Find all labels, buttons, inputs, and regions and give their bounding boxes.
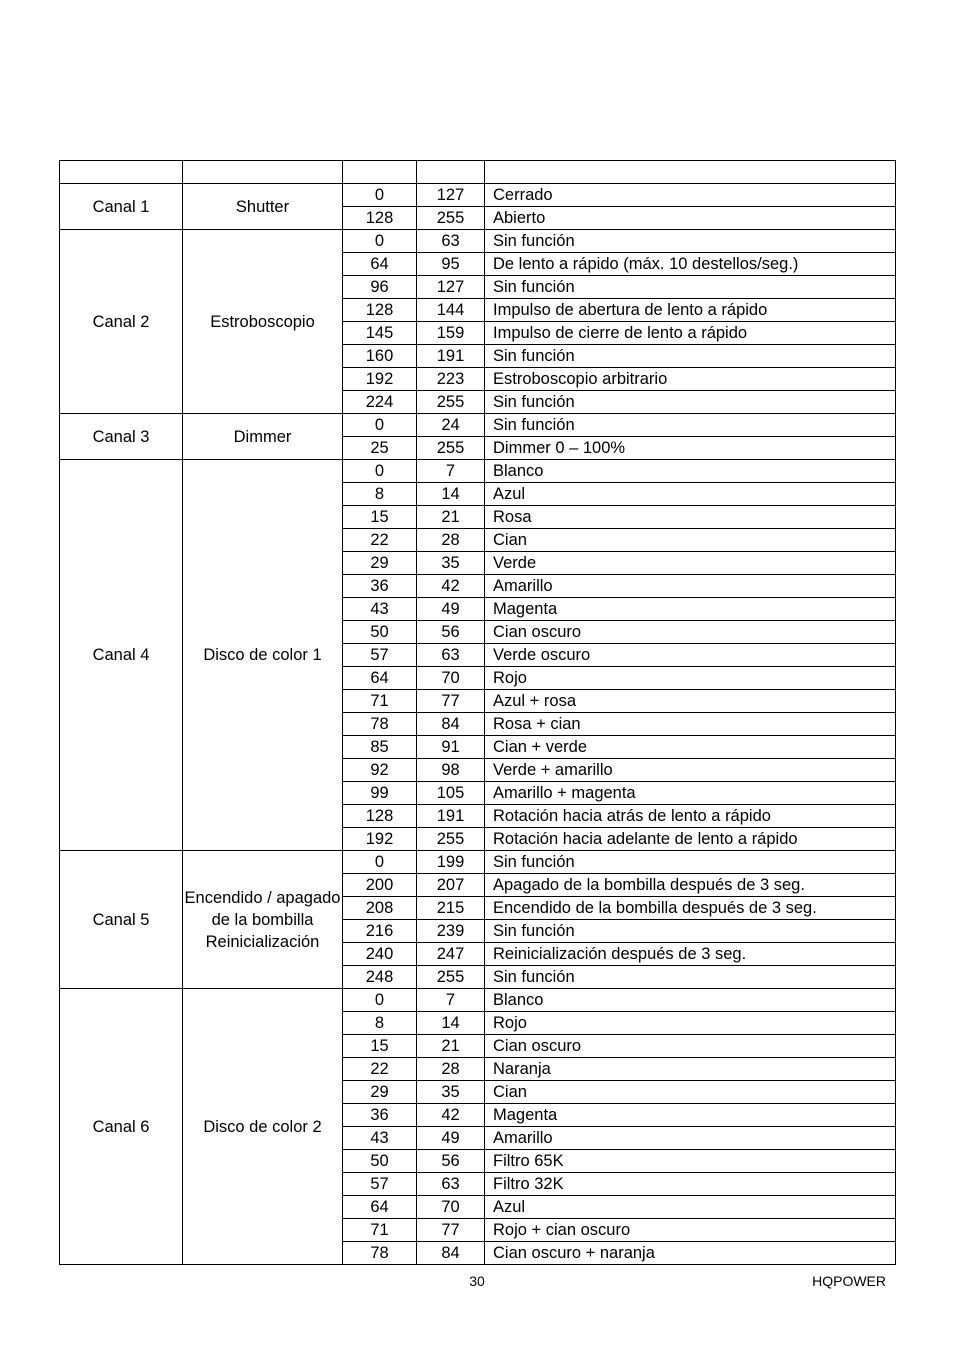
- to-cell: 28: [417, 529, 485, 552]
- from-cell: 160: [343, 345, 417, 368]
- to-cell: 215: [417, 897, 485, 920]
- from-cell: 240: [343, 943, 417, 966]
- from-cell: 78: [343, 1242, 417, 1265]
- description-cell: Encendido de la bombilla después de 3 seg.: [485, 897, 896, 920]
- description-cell: Reinicialización después de 3 seg.: [485, 943, 896, 966]
- from-cell: 128: [343, 299, 417, 322]
- from-cell: 145: [343, 322, 417, 345]
- description-cell: Blanco: [485, 460, 896, 483]
- from-cell: 64: [343, 253, 417, 276]
- to-cell: 91: [417, 736, 485, 759]
- to-cell: 24: [417, 414, 485, 437]
- description-cell: Impulso de cierre de lento a rápido: [485, 322, 896, 345]
- from-cell: 57: [343, 644, 417, 667]
- to-cell: 63: [417, 230, 485, 253]
- to-cell: 191: [417, 805, 485, 828]
- to-cell: 35: [417, 1081, 485, 1104]
- description-cell: Verde oscuro: [485, 644, 896, 667]
- from-cell: 36: [343, 575, 417, 598]
- from-cell: 71: [343, 1219, 417, 1242]
- function-cell: Dimmer: [183, 414, 343, 460]
- to-cell: 105: [417, 782, 485, 805]
- to-cell: 14: [417, 483, 485, 506]
- from-cell: 43: [343, 1127, 417, 1150]
- channel-cell: Canal 5: [60, 851, 183, 989]
- from-cell: 8: [343, 1012, 417, 1035]
- table-header-row: [60, 161, 896, 184]
- from-cell: 22: [343, 1058, 417, 1081]
- from-cell: 43: [343, 598, 417, 621]
- description-cell: Amarillo + magenta: [485, 782, 896, 805]
- to-cell: 70: [417, 1196, 485, 1219]
- function-cell: Encendido / apagado de la bombilla Reinicialización: [183, 851, 343, 989]
- description-cell: Filtro 65K: [485, 1150, 896, 1173]
- from-cell: 15: [343, 506, 417, 529]
- description-cell: Sin función: [485, 230, 896, 253]
- to-cell: 199: [417, 851, 485, 874]
- channel-cell: Canal 6: [60, 989, 183, 1265]
- from-cell: 15: [343, 1035, 417, 1058]
- from-cell: 25: [343, 437, 417, 460]
- description-cell: Sin función: [485, 345, 896, 368]
- to-cell: 42: [417, 575, 485, 598]
- to-cell: 127: [417, 184, 485, 207]
- description-cell: Sin función: [485, 414, 896, 437]
- description-cell: Rosa: [485, 506, 896, 529]
- from-cell: 192: [343, 368, 417, 391]
- to-cell: 95: [417, 253, 485, 276]
- description-cell: Rotación hacia atrás de lento a rápido: [485, 805, 896, 828]
- to-cell: 35: [417, 552, 485, 575]
- channel-cell: Canal 3: [60, 414, 183, 460]
- from-cell: 64: [343, 1196, 417, 1219]
- to-cell: 56: [417, 1150, 485, 1173]
- to-cell: 21: [417, 506, 485, 529]
- table-row: [60, 460, 896, 483]
- table-body: [60, 161, 896, 1265]
- from-cell: 200: [343, 874, 417, 897]
- from-cell: 248: [343, 966, 417, 989]
- to-cell: 247: [417, 943, 485, 966]
- table-row: [60, 414, 896, 437]
- from-cell: 78: [343, 713, 417, 736]
- to-cell: 7: [417, 460, 485, 483]
- to-cell: 49: [417, 1127, 485, 1150]
- to-cell: 28: [417, 1058, 485, 1081]
- description-cell: Sin función: [485, 851, 896, 874]
- to-cell: 191: [417, 345, 485, 368]
- description-cell: Sin función: [485, 276, 896, 299]
- from-cell: 208: [343, 897, 417, 920]
- from-cell: 192: [343, 828, 417, 851]
- from-cell: 22: [343, 529, 417, 552]
- function-cell: Estroboscopio: [183, 230, 343, 414]
- description-cell: Magenta: [485, 1104, 896, 1127]
- from-cell: 36: [343, 1104, 417, 1127]
- from-cell: 8: [343, 483, 417, 506]
- to-cell: 255: [417, 437, 485, 460]
- to-cell: 42: [417, 1104, 485, 1127]
- description-cell: Verde: [485, 552, 896, 575]
- from-cell: 29: [343, 1081, 417, 1104]
- from-cell: 216: [343, 920, 417, 943]
- from-cell: 0: [343, 989, 417, 1012]
- to-cell: 77: [417, 690, 485, 713]
- to-cell: 56: [417, 621, 485, 644]
- to-cell: 159: [417, 322, 485, 345]
- to-cell: 70: [417, 667, 485, 690]
- description-cell: De lento a rápido (máx. 10 destellos/seg.): [485, 253, 896, 276]
- from-cell: 85: [343, 736, 417, 759]
- description-cell: Amarillo: [485, 575, 896, 598]
- description-cell: Sin función: [485, 920, 896, 943]
- to-cell: 7: [417, 989, 485, 1012]
- to-cell: 127: [417, 276, 485, 299]
- description-cell: Apagado de la bombilla después de 3 seg.: [485, 874, 896, 897]
- from-cell: 0: [343, 414, 417, 437]
- to-cell: 21: [417, 1035, 485, 1058]
- from-cell: 50: [343, 1150, 417, 1173]
- description-cell: Dimmer 0 – 100%: [485, 437, 896, 460]
- from-cell: 224: [343, 391, 417, 414]
- header-cell: [60, 161, 183, 184]
- from-cell: 64: [343, 667, 417, 690]
- to-cell: 63: [417, 644, 485, 667]
- description-cell: Cian: [485, 529, 896, 552]
- from-cell: 57: [343, 1173, 417, 1196]
- header-cell: [343, 161, 417, 184]
- to-cell: 144: [417, 299, 485, 322]
- description-cell: Cian + verde: [485, 736, 896, 759]
- to-cell: 84: [417, 1242, 485, 1265]
- channel-cell: Canal 1: [60, 184, 183, 230]
- from-cell: 96: [343, 276, 417, 299]
- description-cell: Filtro 32K: [485, 1173, 896, 1196]
- table-row: [60, 230, 896, 253]
- description-cell: Azul: [485, 483, 896, 506]
- to-cell: 98: [417, 759, 485, 782]
- to-cell: 239: [417, 920, 485, 943]
- description-cell: Cian oscuro + naranja: [485, 1242, 896, 1265]
- dmx-channel-table: [59, 160, 896, 1265]
- brand-name: HQPOWER: [812, 1273, 886, 1289]
- description-cell: Sin función: [485, 966, 896, 989]
- from-cell: 0: [343, 851, 417, 874]
- description-cell: Estroboscopio arbitrario: [485, 368, 896, 391]
- description-cell: Azul + rosa: [485, 690, 896, 713]
- to-cell: 49: [417, 598, 485, 621]
- description-cell: Rojo + cian oscuro: [485, 1219, 896, 1242]
- description-cell: Naranja: [485, 1058, 896, 1081]
- to-cell: 223: [417, 368, 485, 391]
- from-cell: 128: [343, 805, 417, 828]
- description-cell: Verde + amarillo: [485, 759, 896, 782]
- header-cell: [485, 161, 896, 184]
- to-cell: 207: [417, 874, 485, 897]
- table-row: [60, 851, 896, 874]
- description-cell: Magenta: [485, 598, 896, 621]
- to-cell: 77: [417, 1219, 485, 1242]
- page-number: 30: [469, 1273, 485, 1289]
- description-cell: Cian oscuro: [485, 621, 896, 644]
- to-cell: 84: [417, 713, 485, 736]
- description-cell: Sin función: [485, 391, 896, 414]
- description-cell: Cerrado: [485, 184, 896, 207]
- table-row: [60, 184, 896, 207]
- from-cell: 0: [343, 184, 417, 207]
- from-cell: 71: [343, 690, 417, 713]
- from-cell: 50: [343, 621, 417, 644]
- description-cell: Impulso de abertura de lento a rápido: [485, 299, 896, 322]
- to-cell: 255: [417, 966, 485, 989]
- description-cell: Cian oscuro: [485, 1035, 896, 1058]
- channel-cell: Canal 4: [60, 460, 183, 851]
- description-cell: Rotación hacia adelante de lento a rápido: [485, 828, 896, 851]
- to-cell: 255: [417, 207, 485, 230]
- from-cell: 92: [343, 759, 417, 782]
- from-cell: 99: [343, 782, 417, 805]
- to-cell: 14: [417, 1012, 485, 1035]
- description-cell: Rojo: [485, 1012, 896, 1035]
- from-cell: 128: [343, 207, 417, 230]
- header-cell: [183, 161, 343, 184]
- function-cell: Shutter: [183, 184, 343, 230]
- function-cell: Disco de color 2: [183, 989, 343, 1265]
- description-cell: Amarillo: [485, 1127, 896, 1150]
- description-cell: Cian: [485, 1081, 896, 1104]
- description-cell: Abierto: [485, 207, 896, 230]
- header-cell: [417, 161, 485, 184]
- from-cell: 0: [343, 230, 417, 253]
- to-cell: 63: [417, 1173, 485, 1196]
- table-row: [60, 989, 896, 1012]
- description-cell: Azul: [485, 1196, 896, 1219]
- description-cell: Rojo: [485, 667, 896, 690]
- from-cell: 29: [343, 552, 417, 575]
- function-cell: Disco de color 1: [183, 460, 343, 851]
- to-cell: 255: [417, 828, 485, 851]
- from-cell: 0: [343, 460, 417, 483]
- to-cell: 255: [417, 391, 485, 414]
- description-cell: Blanco: [485, 989, 896, 1012]
- description-cell: Rosa + cian: [485, 713, 896, 736]
- channel-cell: Canal 2: [60, 230, 183, 414]
